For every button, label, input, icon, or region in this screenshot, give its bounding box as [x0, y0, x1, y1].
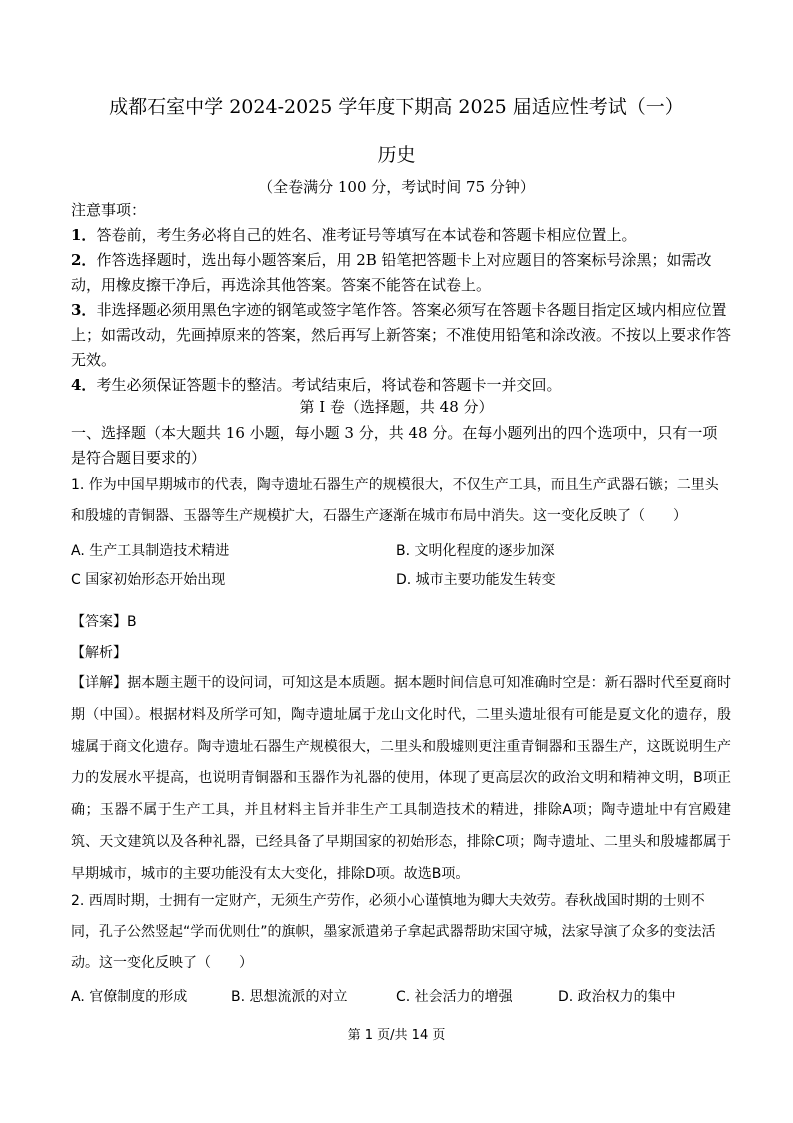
section-description: 一、选择题（本大题共 16 小题，每小题 3 分，共 48 分。在每小题列出的四个选项中，只有一项是符合题目要求的）: [71, 424, 718, 467]
instructions-heading: 注意事项：: [71, 201, 147, 219]
exam-title: 成都石室中学 2024-2025 学年度下期高 2025 届适应性考试（一）: [109, 96, 684, 118]
answer-tag: 【答案】: [71, 614, 127, 630]
question-1-stem: [71, 470, 731, 532]
answer-value: B: [127, 614, 137, 630]
option-a: A. 官僚制度的形成: [71, 989, 188, 1005]
instruction-item: [71, 298, 731, 373]
option-c: C. 社会活力的增强: [396, 989, 513, 1005]
option-d: D. 城市主要功能发生转变: [396, 572, 556, 588]
question-1-options: [71, 540, 731, 590]
question-text: 2. 西周时期，士拥有一定财产，无须生产劳作，必须小心谨慎地为卿大夫效劳。春秋战国时期的士则不同，孔子公然竖起“学而优则仕”的旗帜，墨家派遣弟子拿起武器帮助宋国守城，法家导演了众多的变法活动。这一变化反映了（ ）: [71, 893, 716, 971]
question-2-options: [71, 986, 731, 1008]
page-footer: 第 1 页/共 14 页: [347, 1028, 446, 1043]
option-c: C 国家初始形态开始出现: [71, 572, 226, 588]
analysis-tag: 【解析】: [71, 645, 127, 661]
instruction-number: 2．: [71, 251, 97, 269]
instruction-number: 1．: [71, 226, 97, 244]
subject-title: 历史: [377, 144, 416, 166]
answer-line: [71, 611, 137, 631]
section-title: 第 I 卷（选择题，共 48 分）: [299, 398, 494, 416]
question-2-stem: [71, 886, 731, 979]
instructions: [71, 198, 731, 398]
instruction-item: [71, 248, 731, 298]
question-text: 1. 作为中国早期城市的代表，陶寺遗址石器生产的规模很大，不仅生产工具，而且生产武器石镞；二里头和殷墟的青铜器、玉器等生产规模扩大，石器生产逐渐在城市布局中消失。这一变化反映了（ ）: [71, 477, 719, 524]
instruction-number: 4．: [71, 376, 97, 394]
option-a: A. 生产工具制造技术精进: [71, 543, 230, 559]
instruction-text: 非选择题必须用黑色字迹的钢笔或签字笔作答。答案必须写在答题卡各题目指定区域内相应位置上；如需改动，先画掉原来的答案，然后再写上新答案；不准使用铅笔和涂改液。不按以上要求作答无效。: [71, 301, 732, 369]
exam-meta: （全卷满分 100 分，考试时间 75 分钟）: [258, 178, 535, 196]
instruction-item: [71, 373, 731, 398]
instruction-text: 考生必须保证答题卡的整洁。考试结束后，将试卷和答题卡一并交回。: [96, 376, 562, 394]
detail-explanation: [71, 668, 731, 891]
detail-text: 据本题主题干的设问词，可知这是本质题。据本题时间信息可知准确时空是：新石器时代至夏商时期（中国）。根据材料及所学可知，陶寺遗址属于龙山文化时代，二里头遗址很有可能是夏文化的遗存，殷墟属于商文化遗存。陶寺遗址石器生产规模很大，二里头和殷墟则更注重青铜器和玉器生产，这既说明生产力的发展水平提高，也说明青铜器和玉器作为礼器的使用，体现了更高层次的政治文明和精神文明，B项正确；玉器不属于生产工具，并且材料主旨并非生产工具制造技术的精进，排除A项；陶寺遗址中有宫殿建筑、天文建筑以及各种礼器，已经具备了早期国家的初始形态，排除C项；陶寺遗址、二里头和殷墟都属于早期城市，城市的主要功能没有太大变化，排除D项。故选B项。: [71, 675, 732, 882]
option-d: D. 政治权力的集中: [558, 989, 676, 1005]
instruction-number: 3．: [71, 301, 97, 319]
detail-tag: 【详解】: [71, 675, 128, 691]
instruction-text: 作答选择题时，选出每小题答案后，用 2B 铅笔把答题卡上对应题目的答案标号涂黑；如需改动，用橡皮擦干净后，再选涂其他答案。答案不能答在试卷上。: [71, 251, 712, 294]
option-b: B. 思想流派的对立: [231, 989, 348, 1005]
instruction-item: [71, 223, 731, 248]
instruction-text: 答卷前，考生务必将自己的姓名、准考证号等填写在本试卷和答题卡相应位置上。: [96, 226, 637, 244]
option-b: B. 文明化程度的逐步加深: [396, 543, 555, 559]
